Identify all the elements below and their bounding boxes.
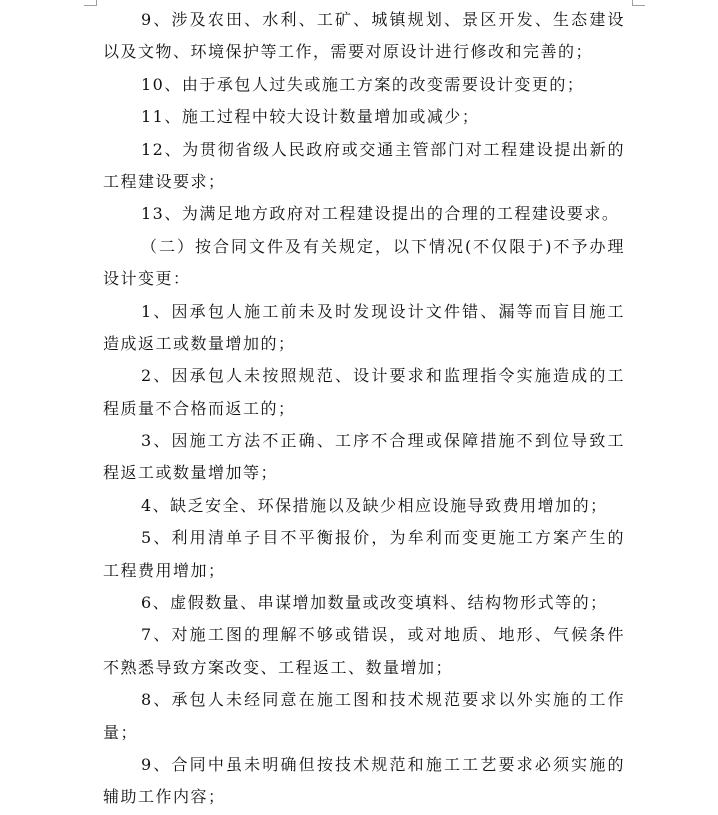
text-line: 13、为满足地方政府对工程建设提出的合理的工程建设要求。 bbox=[141, 204, 620, 224]
paragraph bbox=[103, 425, 625, 490]
text-line: 9、涉及农田、水利、工矿、城镇规划、景区开发、生态建设 bbox=[141, 10, 625, 29]
section-heading bbox=[103, 231, 625, 296]
text-line: 设计变更： bbox=[103, 269, 191, 289]
text-line: 辅助工作内容； bbox=[103, 787, 226, 807]
text-line: 11、施工过程中较大设计数量增加或减少； bbox=[141, 107, 480, 127]
paragraph bbox=[103, 101, 625, 133]
paragraph bbox=[103, 134, 625, 199]
text-line: 4、缺乏安全、环保措施以及缺少相应设施导致费用增加的； bbox=[141, 495, 608, 515]
text-line: 不熟悉导致方案改变、工程返工、数量增加； bbox=[103, 657, 454, 677]
paragraph bbox=[103, 198, 625, 230]
text-line: 6、虚假数量、串谋增加数量或改变填料、结构物形式等的； bbox=[141, 593, 608, 613]
text-line: 5、利用清单子目不平衡报价，为牟利而变更施工方案产生的 bbox=[141, 528, 625, 548]
text-line: 以及文物、环境保护等工作，需要对原设计进行修改和完善的； bbox=[103, 42, 594, 62]
paragraph bbox=[103, 522, 625, 587]
paragraph bbox=[103, 296, 625, 361]
paragraph bbox=[103, 490, 625, 522]
paragraph bbox=[103, 619, 625, 684]
text-line: 工程费用增加； bbox=[103, 560, 226, 580]
text-line: 10、由于承包人过失或施工方案的改变需要设计变更的； bbox=[141, 74, 585, 94]
text-line: 12、为贯彻省级人民政府或交通主管部门对工程建设提出新的 bbox=[141, 139, 625, 159]
paragraph bbox=[103, 69, 625, 101]
text-line: 造成返工或数量增加的； bbox=[103, 333, 296, 353]
paragraph bbox=[103, 4, 625, 69]
text-line: 1、因承包人施工前未及时发现设计文件错、漏等而盲目施工 bbox=[141, 301, 625, 321]
text-line: 程返工或数量增加等； bbox=[103, 463, 279, 483]
margin-corner-mark-left bbox=[84, 5, 97, 6]
document-body[interactable] bbox=[103, 4, 625, 814]
text-line: （二）按合同文件及有关规定，以下情况(不仅限于)不予办理 bbox=[141, 236, 625, 256]
text-line: 7、对施工图的理解不够或错误，或对地质、地形、气候条件 bbox=[141, 625, 625, 645]
paragraph bbox=[103, 684, 625, 749]
text-line: 8、承包人未经同意在施工图和技术规范要求以外实施的工作 bbox=[141, 690, 625, 710]
text-line: 3、因施工方法不正确、工序不合理或保障措施不到位导致工 bbox=[141, 431, 625, 451]
margin-corner-mark-right bbox=[632, 5, 645, 6]
paragraph bbox=[103, 587, 625, 619]
text-line: 9、合同中虽未明确但按技术规范和施工工艺要求必须实施的 bbox=[141, 754, 625, 774]
text-line: 工程建设要求； bbox=[103, 171, 226, 191]
text-line: 量； bbox=[103, 722, 139, 742]
paragraph bbox=[103, 749, 625, 814]
paragraph bbox=[103, 360, 625, 425]
text-line: 2、因承包人未按照规范、设计要求和监理指令实施造成的工 bbox=[141, 366, 625, 386]
text-line: 程质量不合格而返工的； bbox=[103, 398, 296, 418]
